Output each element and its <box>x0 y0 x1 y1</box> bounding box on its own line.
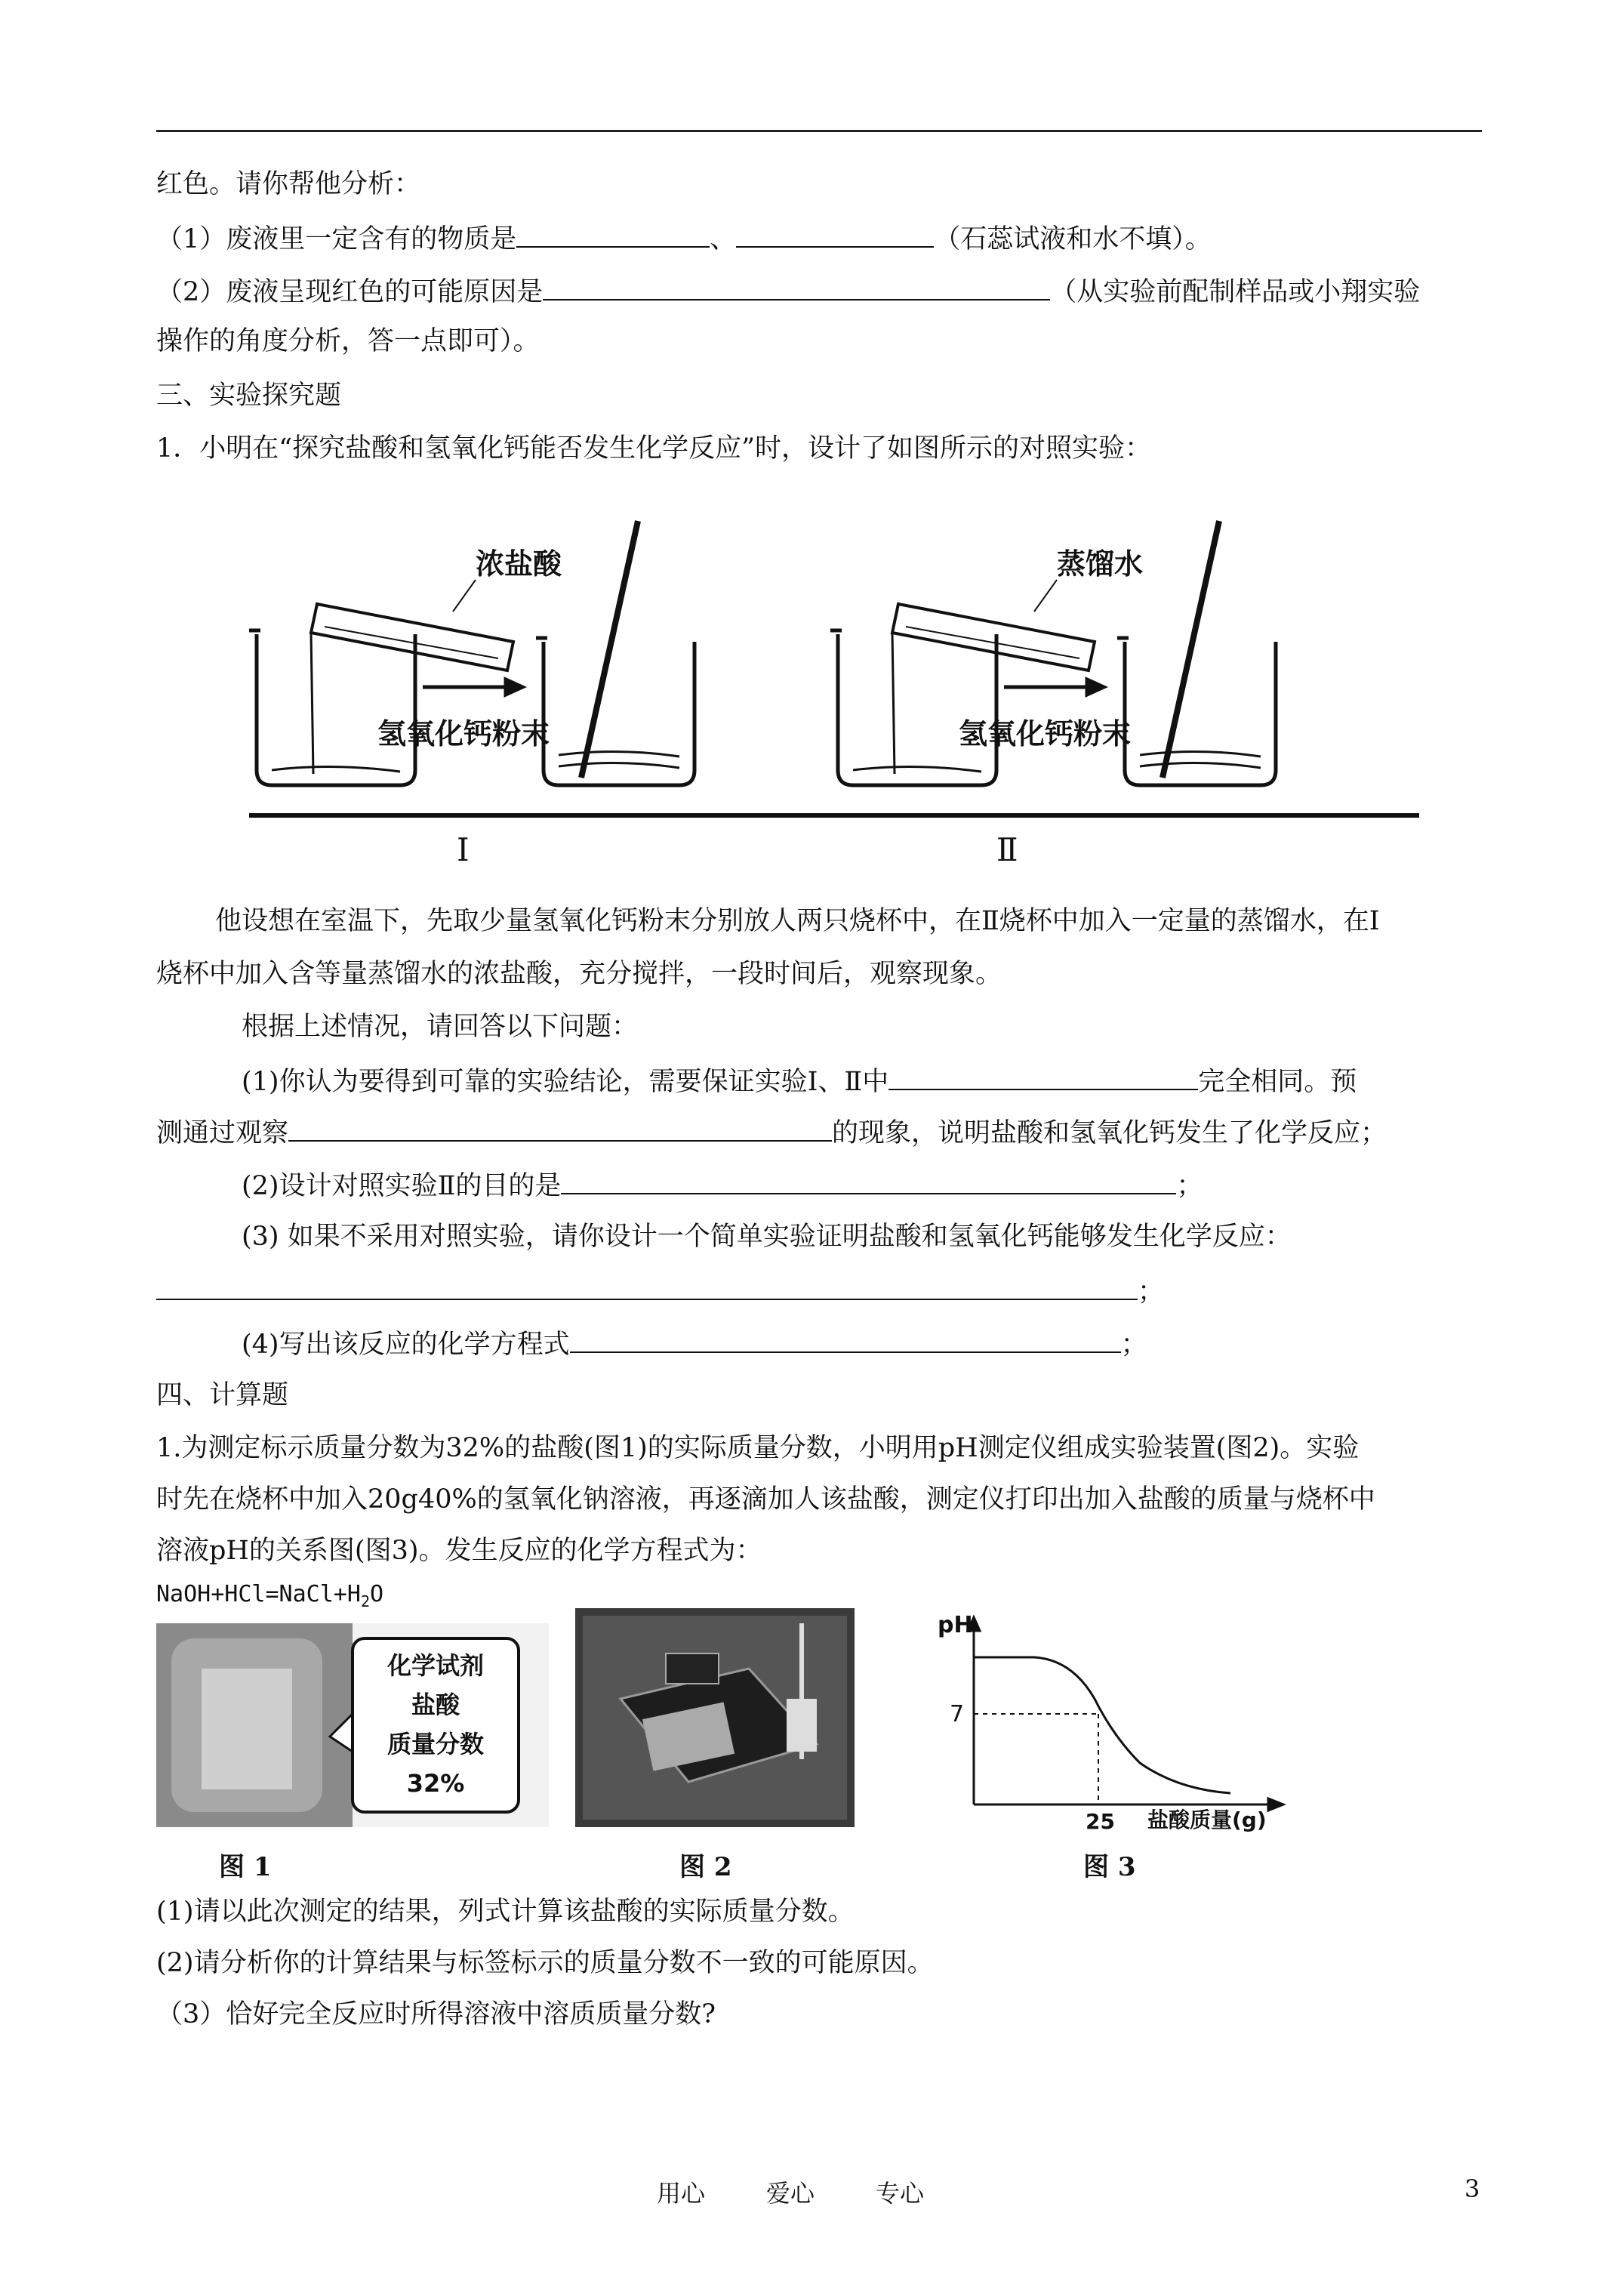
section-heading: 四、计算题 <box>156 1380 289 1410</box>
text: 、 <box>710 224 737 254</box>
text: (4)写出该反应的化学方程式 <box>242 1330 570 1360</box>
answer-blank[interactable] <box>570 1326 1121 1353</box>
text-line: 红色。请你帮他分析： <box>156 169 421 199</box>
page-number: 3 <box>1464 2174 1480 2203</box>
question-line <box>156 1273 1164 1308</box>
question-line: (1)请以此次测定的结果，列式计算该盐酸的实际质量分数。 <box>156 1897 855 1927</box>
text-line: 烧杯中加入含等量蒸馏水的浓盐酸，充分搅拌，一段时间后，观察现象。 <box>156 959 1002 989</box>
reagent-label-card <box>353 1646 519 1803</box>
text: 的现象，说明盐酸和氢氧化钙发生了化学反应； <box>832 1118 1387 1148</box>
tick-25: 25 <box>1086 1809 1115 1834</box>
powder-label: 氢氧化钙粉末 <box>959 717 1132 750</box>
question-line <box>156 220 1212 256</box>
footer-text: 用心 <box>657 2179 706 2208</box>
label-line: 化学试剂 <box>387 1651 484 1680</box>
figure-3-ph-curve <box>929 1608 1321 1835</box>
text: ； <box>1120 1330 1147 1360</box>
question-line: （3）恰好完全反应时所得溶液中溶质质量分数? <box>156 1999 716 2029</box>
text: ； <box>1176 1171 1203 1201</box>
tick-7: 7 <box>950 1701 965 1727</box>
question-line: 1．小明在“探究盐酸和氢氧化钙能否发生化学反应”时，设计了如图所示的对照实验： <box>156 433 1152 464</box>
question-line: (3) 如果不采用对照实验，请你设计一个简单实验证明盐酸和氢氧化钙能够发生化学反应： <box>242 1222 1292 1252</box>
x-axis-label: 盐酸质量(g) <box>1147 1808 1267 1832</box>
text: (1)你认为要得到可靠的实验结论，需要保证实验Ⅰ、Ⅱ中 <box>242 1067 889 1097</box>
answer-blank[interactable] <box>516 220 710 248</box>
y-axis-label: pH <box>938 1612 973 1638</box>
text: （1）废液里一定含有的物质是 <box>156 224 517 254</box>
header-rule <box>156 130 1482 132</box>
reagent-label: 浓盐酸 <box>476 547 562 581</box>
text: （从实验前配制样品或小翔实验 <box>1050 277 1421 307</box>
figure-2-ph-meter-photo <box>575 1608 855 1827</box>
text-line: 操作的角度分析，答一点即可）。 <box>156 326 540 356</box>
powder-label: 氢氧化钙粉末 <box>377 717 550 750</box>
equation-text: NaOH+HCl=NaCl+H <box>156 1581 361 1607</box>
chemical-equation <box>156 1578 383 1618</box>
text: 测通过观察 <box>156 1118 289 1148</box>
figure-caption: 图 2 <box>679 1852 732 1882</box>
equation-text-end: O <box>369 1581 384 1607</box>
answer-blank[interactable] <box>561 1167 1176 1194</box>
reagent-label: 蒸馏水 <box>1057 547 1144 581</box>
label-line: 盐酸 <box>411 1690 460 1719</box>
text-line: 他设想在室温下，先取少量氢氧化钙粉末分别放人两只烧杯中，在Ⅱ烧杯中加入一定量的蒸馏水，在Ⅰ <box>215 906 1380 936</box>
answer-blank[interactable] <box>736 220 934 248</box>
text-line: 1.为测定标示质量分数为32%的盐酸(图1)的实际质量分数，小明用pH测定仪组成实验装置(图2)。实验 <box>156 1433 1360 1463</box>
text: （2）废液呈现红色的可能原因是 <box>156 277 544 307</box>
question-line <box>156 273 1420 309</box>
question-line <box>156 1114 1387 1150</box>
text-line: 溶液pH的关系图(图3)。发生反应的化学方程式为： <box>156 1536 762 1566</box>
text: （石蕊试液和水不填）。 <box>934 224 1212 254</box>
text-line: 时先在烧杯中加入20g40%的氢氧化钠溶液，再逐滴加人该盐酸，测定仪打印出加入盐酸的质量与烧杯中 <box>156 1484 1375 1515</box>
equation-subscript: 2 <box>360 1592 370 1610</box>
footer-text: 专心 <box>876 2179 925 2208</box>
section-heading: 三、实验探究题 <box>156 381 342 411</box>
question-line <box>242 1167 1203 1203</box>
figure-caption: 图 1 <box>219 1852 272 1882</box>
text: (2)设计对照实验Ⅱ的目的是 <box>242 1171 562 1201</box>
experiment-figure <box>226 498 1480 876</box>
answer-blank[interactable] <box>888 1063 1198 1090</box>
figure-caption: 图 3 <box>1083 1852 1136 1882</box>
answer-blank[interactable] <box>156 1273 1138 1300</box>
label-line: 32% <box>406 1769 465 1798</box>
question-line <box>242 1326 1147 1361</box>
text: ； <box>1138 1277 1165 1307</box>
answer-blank[interactable] <box>543 273 1050 300</box>
figure-caption: Ⅱ <box>996 831 1018 868</box>
footer-text: 爱心 <box>766 2179 815 2208</box>
label-line: 质量分数 <box>387 1730 484 1758</box>
text-line: 根据上述情况，请回答以下问题： <box>242 1012 639 1042</box>
figure-caption: I <box>457 831 470 868</box>
question-line: (2)请分析你的计算结果与标签标示的质量分数不一致的可能原因。 <box>156 1948 934 1978</box>
answer-blank[interactable] <box>288 1114 832 1142</box>
question-line <box>242 1063 1357 1099</box>
text: 完全相同。预 <box>1198 1067 1357 1097</box>
